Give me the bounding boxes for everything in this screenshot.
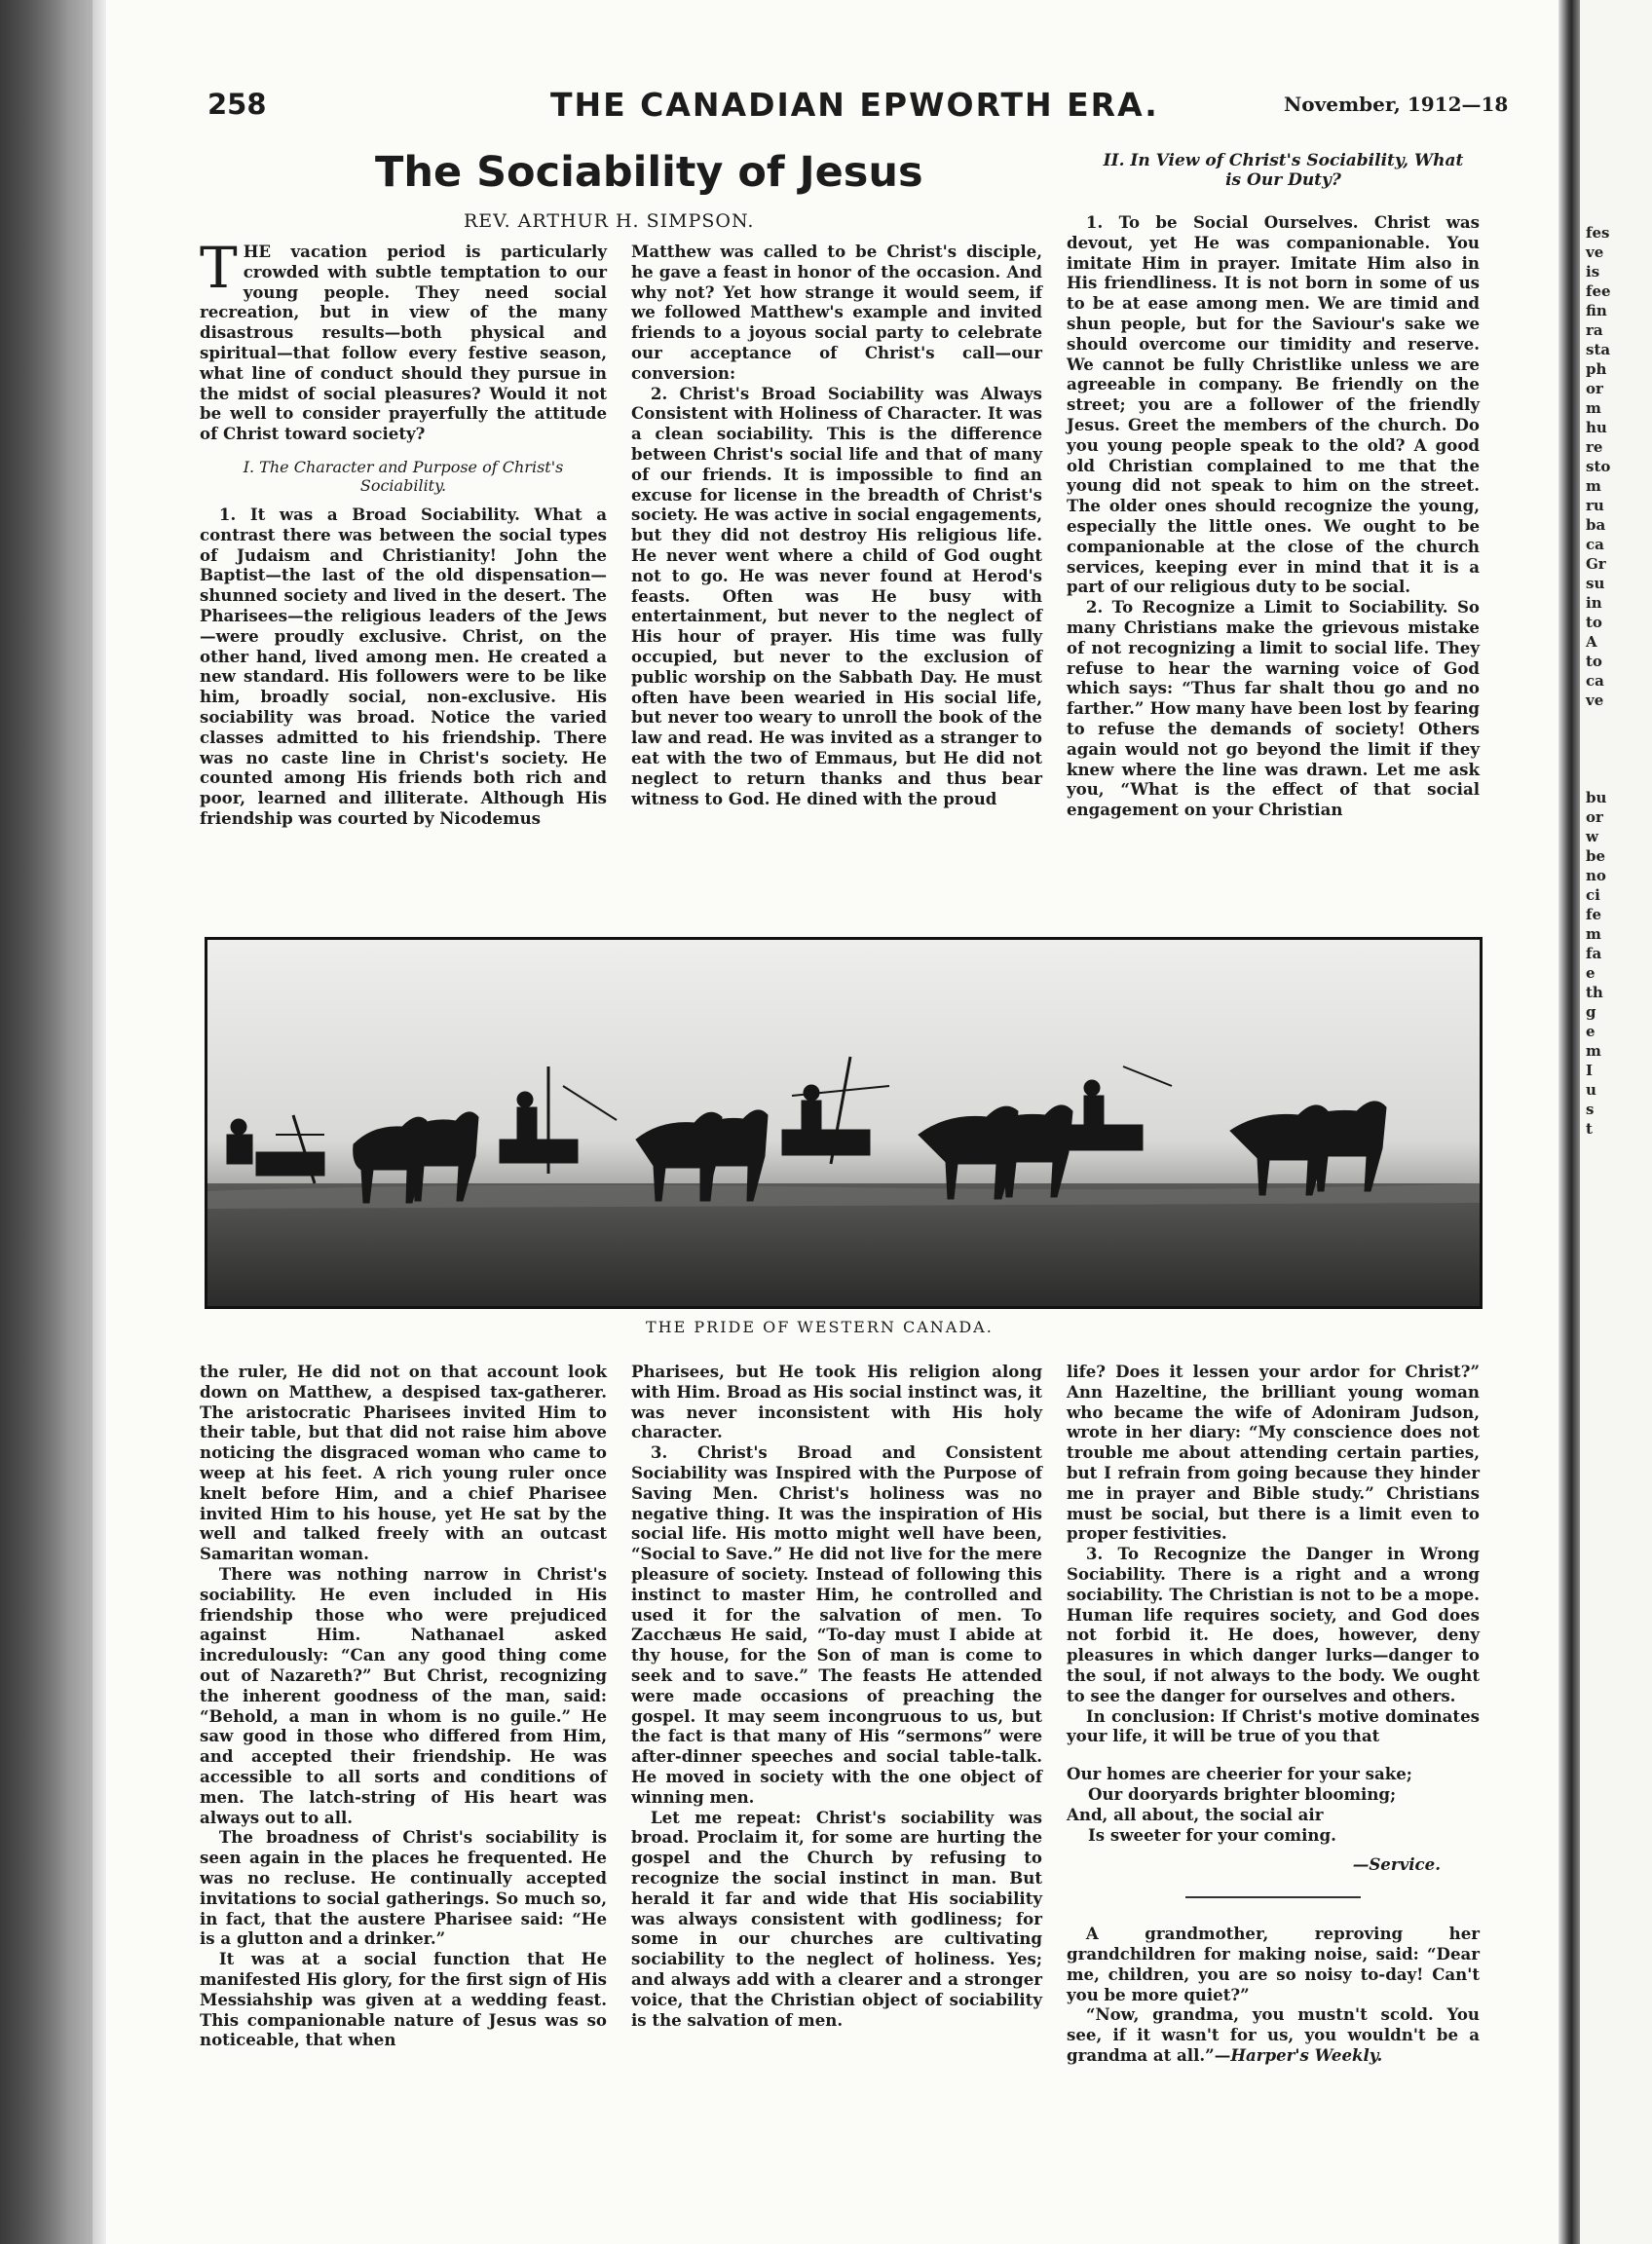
paragraph: 3. To Recognize the Danger in Wrong Sociability. There is a right and a wrong sociability. The Christian is not to be a mope. Human life requires society, and God does not forbid it. He does, however, deny pleasures in which danger lurks—danger to the soul, if not always to the body. We ought to see the danger for ourselves and others. [1067, 1544, 1480, 1705]
facing-page-text-fragment: fes [1586, 224, 1610, 242]
column-4 [200, 1362, 607, 2050]
facing-page-text-fragment: fee [1586, 282, 1611, 300]
paragraph: Let me repeat: Christ's sociability was broad. Proclaim it, for some are hurting the gospel and the Church by refusing to recognize the social instinct in man. But herald it far and wide that His sociability was always consistent with godliness; for some in our churches are cultivating sociability to the neglect of holiness. Yes; and always add with a clearer and a stronger voice, that the Christian object of sociability is the salvation of men. [631, 1807, 1042, 2030]
facing-page-text-fragment: fe [1586, 906, 1601, 923]
paragraph: In conclusion: If Christ's motive dominates your life, it will be true of you that [1067, 1705, 1480, 1746]
book-binding [0, 0, 93, 2244]
facing-page-text-fragment: t [1586, 1120, 1593, 1138]
facing-page-text-fragment: m [1586, 399, 1601, 417]
facing-page-text-fragment: bu [1586, 789, 1607, 806]
poem-line: Our dooryards brighter blooming; [1088, 1783, 1397, 1804]
divider [1185, 1896, 1361, 1898]
facing-page-text-fragment: ru [1586, 497, 1604, 514]
facing-page-text-fragment: or [1586, 808, 1603, 826]
facing-page-text-fragment: s [1586, 1101, 1595, 1118]
facing-page-text-fragment: u [1586, 1081, 1596, 1099]
facing-page-text-fragment: A [1586, 633, 1597, 651]
paragraph: 2. To Recognize a Limit to Sociability. So many Christians make the grievous mistake of not recognizing a limit to social life. They refuse to hear the warning voice of God which says: “Thus far shalt thou go and no farther.” How many have been lost by fearing to refuse the demands of society! Others again would not go beyond the limit if they knew where the line was drawn. Let me ask you, “What is the effect of that social engagement on your Christian [1067, 597, 1480, 820]
column-3 [1067, 212, 1480, 820]
paragraph: 1. To be Social Ourselves. Christ was devout, yet He was companionable. You imitate Him in prayer. Imitate Him also in His friendliness. It is not born in some of us to be at ease among men. We are timid and shun people, but for the Saviour's sake we should overcome our timidity and reserve. We cannot be fully Christlike unless we are agreeable in company. Be friendly on the street; you are a follower of the friendly Jesus. Greet the members of the church. Do you young people speak to the old? A good old Christian complained to me that the young did not speak to him on the street. The older ones should recognize the young, especially the little ones. We ought to be companionable at the close of the church services, keeping ever in mind that it is a part of our religious duty to be social. [1067, 212, 1480, 597]
facing-page-text-fragment: no [1586, 867, 1606, 884]
facing-page-text-fragment: th [1586, 984, 1603, 1001]
facing-page-text-fragment: ve [1586, 692, 1604, 709]
paragraph: Pharisees, but He took His religion along with Him. Broad as His social instinct was, it was never inconsistent with His holy character. [631, 1362, 1042, 1442]
paragraph: The broadness of Christ's sociability is seen again in the places he frequented. He was no recluse. He continually accepted invitations to social gatherings. So much so, in fact, that the austere Pharisee said: “He is a glutton and a drinker.” [200, 1827, 607, 1949]
facing-page-text-fragment: e [1586, 964, 1596, 982]
facing-page-text-fragment: to [1586, 653, 1602, 670]
column-6 [1067, 1362, 1480, 2066]
photograph [205, 937, 1483, 1309]
facing-page-text-fragment: re [1586, 438, 1603, 456]
paragraph: 2. Christ's Broad Sociability was Always Consistent with Holiness of Character. It was a clean sociability. This is the difference between Christ's social life and that of many of our friends. It is impossible to find an excuse for license in the breadth of Christ's society. He was active in social engagements, but they did not destroy His religious life. He never went where a child of God ought not to go. He was never found at Herod's feasts. Often was He busy with entertainment, but never to the neglect of His hour of prayer. His time was fully occupied, but never to the exclusion of public worship on the Sabbath Day. He must often have been wearied in His social life, but never too weary to unroll the book of the law and read. He was invited as a stranger to eat with the two of Emmaus, but He did not neglect to return thanks and thus bear witness to God. He dined with the proud [631, 383, 1042, 808]
poem-source: —Service. [1352, 1854, 1441, 1875]
facing-page-text-fragment: m [1586, 925, 1601, 943]
drop-cap: T [200, 235, 238, 301]
facing-page-text-fragment: ph [1586, 360, 1607, 378]
photo-caption: THE PRIDE OF WESTERN CANADA. [646, 1318, 994, 1336]
paragraph: life? Does it lessen your ardor for Christ?” Ann Hazeltine, the brilliant young woman who became the wife of Adoniram Judson, wrote in her diary: “My conscience does not trouble me about attending certain parties, but I refrain from going because they hinder me in prayer and Bible study.” Christians must be social, but there is a limit even to proper festivities. [1067, 1362, 1480, 1544]
paragraph: 3. Christ's Broad and Consistent Sociability was Inspired with the Purpose of Saving Men. Christ's holiness was no negative thing. It was the inspiration of His social life. His motto might well have been, “Social to Save.” He did not live for the mere pleasure of society. Instead of following this instinct to master Him, he controlled and used it for the salvation of men. To Zacchæus He said, “To-day must I abide at thy house, for the Son of man is come to seek and to save.” The feasts He attended were made occasions of preaching the gospel. It may seem incongruous to us, but the fact is that many of His “sermons” were after-dinner speeches and social table-talk. He moved in society with the one object of winning men. [631, 1442, 1042, 1807]
facing-page-text-fragment: is [1586, 263, 1600, 280]
anecdote-text: “Now, grandma, you mustn't scold. You see, if it wasn't for us, you wouldn't be a grandma at all.”— [1067, 2004, 1480, 2065]
harvest-photo [207, 940, 1480, 1306]
page-number: 258 [207, 88, 267, 121]
column-2 [631, 242, 1042, 808]
intro-paragraph [200, 235, 607, 444]
section-heading-1: I. The Character and Purpose of Christ's Sociability. [243, 457, 564, 495]
page-gutter [1558, 0, 1580, 2244]
poem-line: Our homes are cheerier for your sake; [1067, 1764, 1412, 1784]
facing-page-text-fragment: fa [1586, 945, 1602, 962]
facing-page-text-fragment: m [1586, 1042, 1601, 1060]
facing-page-text-fragment: fin [1586, 302, 1607, 319]
section-heading-2: II. In View of Christ's Sociability, What is Our Duty? [1103, 151, 1464, 190]
anecdote-source: Harper's Weekly. [1230, 2044, 1383, 2065]
paragraph: A grandmother, reproving her grandchildren for making noise, said: “Dear me, children, you are so noisy to-day! Can't you be more quiet?” [1067, 1924, 1480, 2004]
facing-page-text-fragment: ba [1586, 516, 1606, 534]
poem-line: Is sweeter for your coming. [1088, 1824, 1336, 1845]
facing-page-text-fragment: Gr [1586, 555, 1606, 573]
facing-page-text-fragment: e [1586, 1023, 1596, 1040]
facing-page-text-fragment: ca [1586, 536, 1604, 553]
issue-date: November, 1912—18 [1284, 93, 1509, 116]
masthead: THE CANADIAN EPWORTH ERA. [550, 86, 1159, 124]
poem-line: And, all about, the social air [1067, 1804, 1324, 1824]
facing-page-text-fragment: in [1586, 594, 1602, 612]
facing-page-fragment [1580, 0, 1652, 2244]
byline: REV. ARTHUR H. SIMPSON. [464, 210, 755, 232]
facing-page-text-fragment: ca [1586, 672, 1604, 690]
paragraph: There was nothing narrow in Christ's sociability. He even included in His friendship those who were prejudiced against Him. Nathanael asked incredulously: “Can any good thing come out of Nazareth?” But Christ, recognizing the inherent goodness of the man, said: “Behold, a man in whom is no guile.” He saw good in those who differed from Him, and accepted their friendship. He was accessible to all sorts and conditions of men. The latch-string of His heart was always out to all. [200, 1563, 607, 1827]
facing-page-text-fragment: g [1586, 1003, 1596, 1021]
facing-page-text-fragment: w [1586, 828, 1598, 845]
facing-page-text-fragment: ve [1586, 243, 1604, 261]
facing-page-text-fragment: hu [1586, 419, 1607, 436]
column-5 [631, 1362, 1042, 2030]
paragraph: 1. It was a Broad Sociability. What a contrast there was between the social types of Judaism and Christianity! John the Baptist—the last of the old dispensation—shunned society and lived in the desert. The Pharisees—the religious leaders of the Jews—were proudly exclusive. Christ, on the other hand, lived among men. He created a new standard. His followers were to be like him, broadly social, non-exclusive. His sociability was broad. Notice the varied classes admitted to his friendship. There was no caste line in Christ's society. He counted among His friends both rich and poor, learned and illiterate. Although His friendship was courted by Nicodemus [200, 504, 607, 828]
facing-page-text-fragment: be [1586, 847, 1606, 865]
paragraph: Matthew was called to be Christ's disciple, he gave a feast in honor of the occasion. And why not? Yet how strange it would seem, if we followed Matthew's example and invited friends to a joyous social party to celebrate our acceptance of Christ's call—our conversion: [631, 242, 1042, 383]
column-1 [200, 235, 607, 829]
poem [1067, 1764, 1480, 1845]
facing-page-text-fragment: I [1586, 1062, 1594, 1079]
paragraph [1067, 2004, 1480, 2065]
intro-text: HE vacation period is particularly crowded with subtle temptation to our young people. They need social recreation, but in view of the many disastrous results—both physical and spiritual—that follow every festive season, what line of conduct should they pursue in the midst of social pleasures? Would it not be well to consider prayerfully the attitude of Christ toward society? [200, 242, 607, 444]
article-title: The Sociability of Jesus [375, 148, 923, 197]
facing-page-text-fragment: to [1586, 614, 1602, 631]
page-edge [93, 0, 106, 2244]
facing-page-text-fragment: sta [1586, 341, 1611, 358]
paragraph: It was at a social function that He manifested His glory, for the first sign of His Messiahship was given at a wedding feast. This companionable nature of Jesus was so noticeable, that when [200, 1949, 607, 2050]
facing-page-text-fragment: m [1586, 477, 1601, 495]
facing-page-text-fragment: sto [1586, 458, 1611, 475]
paragraph: the ruler, He did not on that account look down on Matthew, a despised tax-gatherer. The aristocratic Pharisees invited Him to their table, but that did not raise him above noticing the disgraced woman who came to weep at his feet. A rich young ruler once knelt before Him, and a chief Pharisee invited Him to his house, yet He sat by the well and talked freely with an outcast Samaritan woman. [200, 1362, 607, 1564]
facing-page-text-fragment: ci [1586, 886, 1600, 904]
facing-page-text-fragment: ra [1586, 321, 1603, 339]
facing-page-text-fragment: or [1586, 380, 1603, 397]
facing-page-text-fragment: su [1586, 575, 1605, 592]
